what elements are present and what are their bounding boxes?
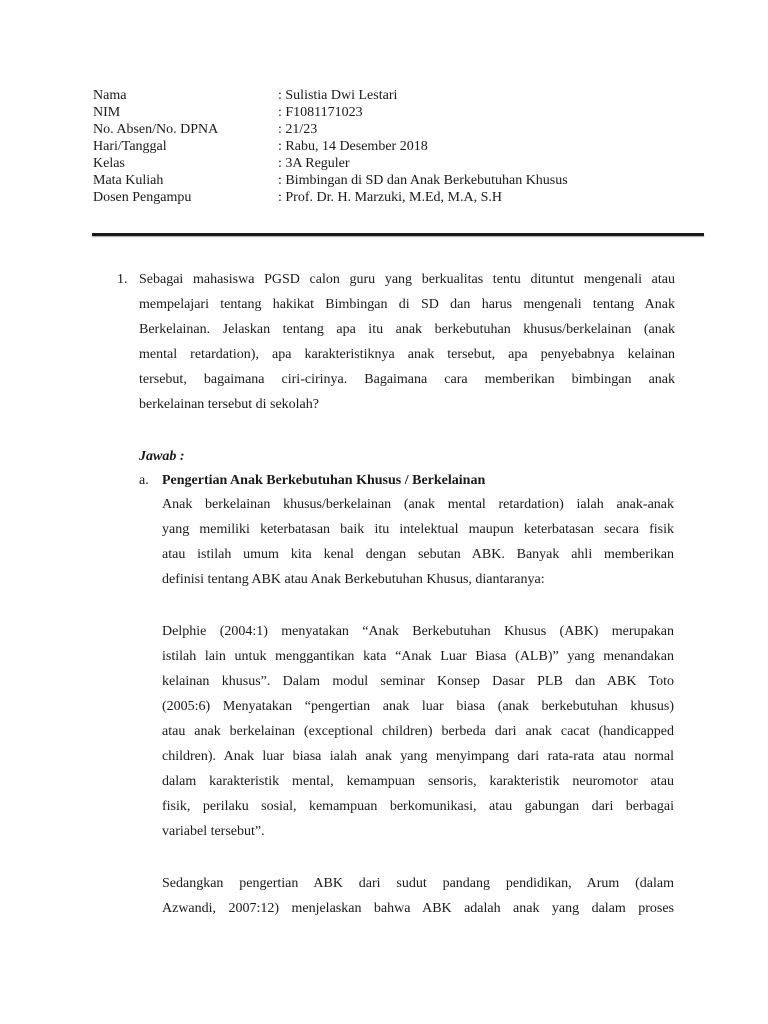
identity-value: : 3A Reguler <box>278 156 350 171</box>
paragraph-line: children). Anak luar biasa ialah anak yang menyimpang dari rata-rata atau normal <box>162 749 674 764</box>
section-letter: a. <box>139 473 149 488</box>
paragraph-line: Delphie (2004:1) menyatakan “Anak Berkebutuhan Khusus (ABK) merupakan <box>162 624 674 639</box>
question-line: mental retardation), apa karakteristiknya anak tersebut, apa penyebabnya kelainan <box>139 347 675 362</box>
identity-value: : Prof. Dr. H. Marzuki, M.Ed, M.A, S.H <box>278 190 502 205</box>
question-line: berkelainan tersebut di sekolah? <box>139 397 319 412</box>
question-line: mempelajari tentang hakikat Bimbingan di SD dan harus mengenali tentang Anak <box>139 297 675 312</box>
identity-label: Kelas <box>93 156 125 171</box>
identity-label: Mata Kuliah <box>93 173 164 188</box>
paragraph-line: yang memiliki keterbatasan baik itu intelektual maupun keterbatasan secara fisik <box>162 522 674 537</box>
paragraph-line: definisi tentang ABK atau Anak Berkebutuhan Khusus, diantaranya: <box>162 572 545 587</box>
paragraph-line: (2005:6) Menyatakan “pengertian anak luar biasa (anak berkebutuhan khusus) <box>162 699 674 714</box>
identity-label: NIM <box>93 105 121 120</box>
identity-label: Nama <box>93 88 127 103</box>
identity-label: Dosen Pengampu <box>93 190 192 205</box>
paragraph-line: fisik, perilaku sosial, kemampuan berkomunikasi, atau gabungan dari berbagai <box>162 799 674 814</box>
paragraph-line: Anak berkelainan khusus/berkelainan (anak mental retardation) ialah anak-anak <box>162 497 674 512</box>
paragraph-line: Sedangkan pengertian ABK dari sudut pandang pendidikan, Arum (dalam <box>162 876 674 891</box>
paragraph-line: Azwandi, 2007:12) menjelaskan bahwa ABK adalah anak yang dalam proses <box>162 901 674 916</box>
paragraph-line: kelainan khusus”. Dalam modul seminar Konsep Dasar PLB dan ABK Toto <box>162 674 674 689</box>
identity-row-dosen <box>93 189 568 206</box>
question-line: Sebagai mahasiswa PGSD calon guru yang berkualitas tentu dituntut mengenali atau <box>139 272 675 287</box>
header-divider <box>92 233 704 236</box>
identity-row-tanggal <box>93 138 568 155</box>
paragraph-line: istilah lain untuk menggantikan kata “Anak Luar Biasa (ALB)” yang menandakan <box>162 649 674 664</box>
paragraph-line: atau anak berkelainan (exceptional children) berbeda dari anak cacat (handicapped <box>162 724 674 739</box>
section-title: Pengertian Anak Berkebutuhan Khusus / Berkelainan <box>162 473 486 488</box>
paragraph-line: atau istilah umum kita kenal dengan sebutan ABK. Banyak ahli memberikan <box>162 547 674 562</box>
identity-row-kelas <box>93 155 568 172</box>
identity-label: Hari/Tanggal <box>93 139 167 154</box>
paragraph-line: variabel tersebut”. <box>162 824 265 839</box>
identity-value: : Rabu, 14 Desember 2018 <box>278 139 428 154</box>
student-identity-table <box>93 87 568 206</box>
paragraph-line: dalam karakteristik mental, kemampuan sensoris, karakteristik neuromotor atau <box>162 774 674 789</box>
identity-value: : 21/23 <box>278 122 318 137</box>
identity-row-nama <box>93 87 568 104</box>
identity-row-absen <box>93 121 568 138</box>
identity-value: : Bimbingan di SD dan Anak Berkebutuhan Khusus <box>278 173 568 188</box>
identity-row-mata-kuliah <box>93 172 568 189</box>
identity-label: No. Absen/No. DPNA <box>93 122 219 137</box>
question-line: Berkelainan. Jelaskan tentang apa itu anak berkebutuhan khusus/berkelainan (anak <box>139 322 675 337</box>
answer-heading: Jawab : <box>139 449 185 464</box>
identity-value: : Sulistia Dwi Lestari <box>278 88 398 103</box>
question-line: tersebut, bagaimana ciri-cirinya. Bagaimana cara memberikan bimbingan anak <box>139 372 675 387</box>
question-number: 1. <box>117 272 128 287</box>
identity-value: : F1081171023 <box>278 105 363 120</box>
identity-row-nim <box>93 104 568 121</box>
